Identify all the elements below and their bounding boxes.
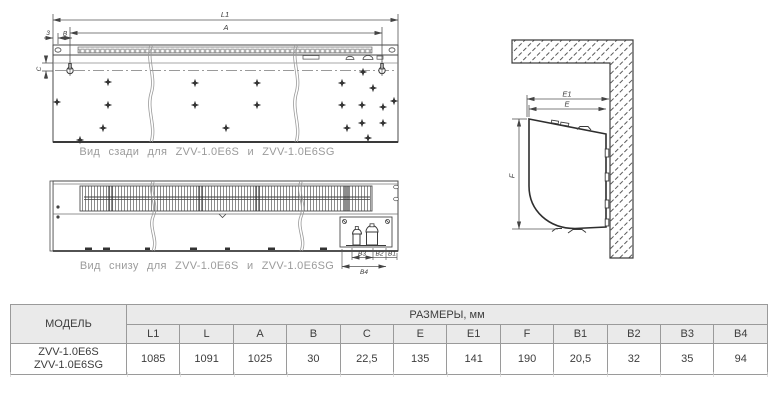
- rear-view-caption: Вид сзади для ZVV-1.0E6S и ZVV-1.0E6SG: [79, 146, 335, 158]
- model-name-line2: ZVV-1.0E6SG: [33, 359, 104, 371]
- col-header-b3: B3: [661, 325, 714, 344]
- sizes-header-cell: РАЗМЕРЫ, мм: [127, 305, 768, 325]
- rear-view-drawing: [36, 10, 398, 144]
- dim-label-e1: E1: [562, 89, 572, 99]
- model-name-line1: ZVV-1.0E6S: [38, 346, 99, 358]
- dim-label-b1: B1: [388, 250, 396, 258]
- dim-label-f: F: [507, 173, 517, 179]
- col-header-c: C: [340, 325, 393, 344]
- perforated-strip: [78, 47, 372, 53]
- table-row: [11, 344, 768, 375]
- col-header-e1: E1: [447, 325, 500, 344]
- value-l1: 1085: [127, 344, 180, 375]
- col-header-l1: L1: [127, 325, 180, 344]
- dim-label-e: E: [564, 99, 570, 109]
- dim-label-b4: B4: [360, 269, 368, 276]
- col-header-e: E: [394, 325, 447, 344]
- dim-label-b3: B3: [358, 250, 366, 258]
- value-b: 30: [287, 344, 340, 375]
- value-b2: 32: [607, 344, 660, 375]
- dim-label-b2: B2: [375, 250, 384, 258]
- bottom-view-caption: Вид снизу для ZVV-1.0E6S и ZVV-1.0E6SG: [79, 260, 335, 272]
- side-view-drawing: [508, 40, 634, 258]
- dim-label-c: C: [36, 66, 43, 72]
- dim-label-b: B: [62, 30, 68, 38]
- value-c: 22,5: [340, 344, 393, 375]
- unit-profile: [529, 119, 606, 229]
- cable-gland-box: [340, 217, 392, 247]
- dim-label-3: 3: [46, 30, 50, 37]
- col-header-a: A: [233, 325, 286, 344]
- outlet-grille: [80, 186, 372, 211]
- col-header-b1: B1: [554, 325, 607, 344]
- value-f: 190: [500, 344, 553, 375]
- dim-label-l1: L1: [220, 10, 230, 19]
- value-l: 1091: [180, 344, 233, 375]
- col-header-f: F: [500, 325, 553, 344]
- value-b4: 94: [714, 344, 768, 375]
- value-b3: 35: [661, 344, 714, 375]
- dim-label-a: A: [223, 23, 229, 32]
- col-header-b4: B4: [714, 325, 768, 344]
- model-header-cell: МОДЕЛЬ: [11, 305, 127, 344]
- value-a: 1025: [233, 344, 286, 375]
- value-e1: 141: [447, 344, 500, 375]
- model-name-cell: [11, 344, 127, 375]
- value-e: 135: [394, 344, 447, 375]
- col-header-b: B: [287, 325, 340, 344]
- col-header-b2: B2: [607, 325, 660, 344]
- cropped-next-row-hint: [10, 372, 768, 377]
- col-header-l: L: [180, 325, 233, 344]
- dimensions-table: [10, 304, 768, 375]
- value-b1: 20,5: [554, 344, 607, 375]
